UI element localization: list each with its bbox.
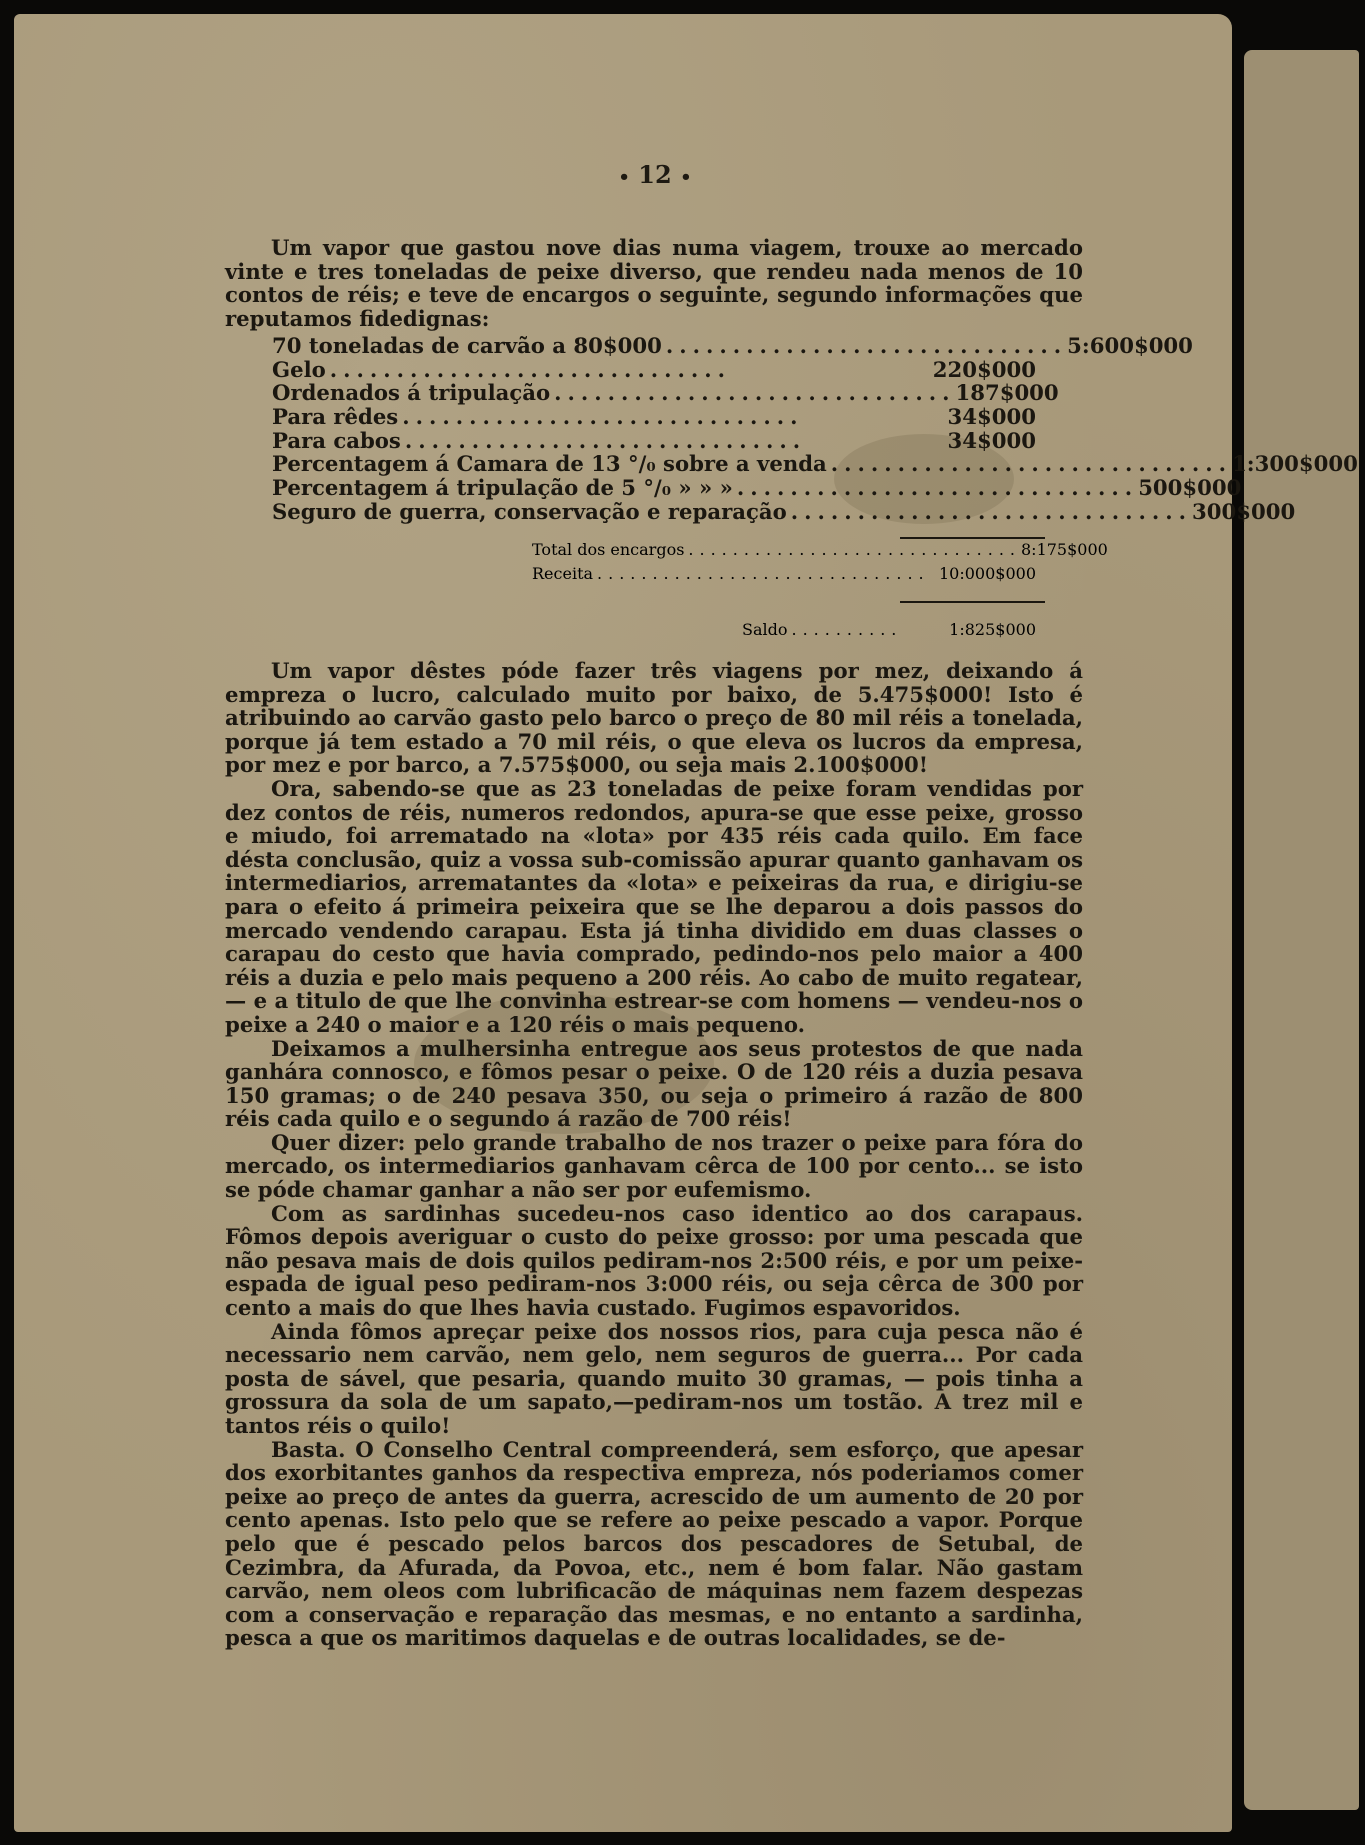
expense-ledger xyxy=(272,333,1358,524)
leader-dots: .............................. xyxy=(597,563,930,583)
ledger-row xyxy=(272,451,1358,477)
ledger-label: Ordenados á tripulação xyxy=(272,380,551,406)
paragraph: Ainda fômos apreçar peixe dos nossos rios, para cuja pesca não é necessario nem carvão, nem gelo, nem seguros de guerra... Por cada posta de sável, que pesaria, quando muito 30 gramas, — pois tinha a grossura da sola de um sapato,—pediram-nos um tostão. A trez mil e tantos réis o quilo! xyxy=(225,1318,1083,1438)
receipt-value: 10:000$000 xyxy=(938,563,1036,583)
leader-dots: .............................. xyxy=(790,498,1193,524)
ledger-row xyxy=(272,358,1036,382)
total-rule xyxy=(900,537,1045,539)
paragraph: Com as sardinhas sucedeu-nos caso identico ao dos carapaus. Fômos depois averiguar o custo do peixe grosso: por uma pescada que não pesava mais de dois quilos pediram-nos 2:500 réis, e por um peixe-espada de igual peso pediram-nos 3:000 réis, ou seja cêrca de 300 por cento a mais do que lhes havia custado. Fugimos espavoridos. xyxy=(225,1200,1083,1321)
saldo-value: 1:825$000 xyxy=(949,620,1036,639)
paragraph: Ora, sabendo-se que as 23 toneladas de peixe foram vendidas por dez contos de réis, numeros redondos, apura-se que esse peixe, grosso e miudo, foi arrematado na «lota» por 435 réis cada quilo. Em face désta conclusão, quiz a vossa sub-comissão apurar quanto ganhavam os intermediarios, arrematantes da «lota» e peixeiras da rua, e dirigiu-se para o efeito á primeira peixeira que se lhe deparou a dois passos do mercado vendendo carapau. Esta já tinha dividido em duas classes o carapau do cesto que havia comprado, pedindo-nos pelo maior a 400 réis a duzia e pelo mais pequeno a 200 réis. Ao cabo de muito regatear, — e a titulo de que lhe convinha estrear-se com homens — vendeu-nos o peixe a 240 o maior e a 120 réis o mais pequeno. xyxy=(225,775,1083,1037)
leader-dots: .............................. xyxy=(554,380,956,406)
ledger-label: Para cabos xyxy=(272,427,401,453)
ledger-row xyxy=(272,380,1059,406)
ledger-row xyxy=(272,429,1036,453)
ledger-value: 1:300$000 xyxy=(1232,451,1358,477)
ledger-label: 70 toneladas de carvão a 80$000 xyxy=(272,333,662,358)
paragraph: Quer dizer: pelo grande trabalho de nos trazer o peixe para fóra do mercado, os intermediarios ganhavam cêrca de 100 por cento... se isto se póde chamar ganhar a não ser por eufemismo. xyxy=(225,1129,1083,1203)
intro-paragraph xyxy=(225,236,1083,330)
leader-dots: .............................. xyxy=(830,451,1233,477)
leader-dots: .......... xyxy=(791,620,903,639)
ledger-row xyxy=(272,498,1296,524)
receipt-row xyxy=(262,564,1036,588)
adjacent-page-edge xyxy=(1244,50,1359,1810)
saldo-rule xyxy=(900,601,1045,603)
main-text xyxy=(225,659,1083,1650)
ledger-label: Para rêdes xyxy=(272,404,399,430)
ornament-right: • xyxy=(680,167,692,188)
intro-text: Um vapor que gastou nove dias numa viagem, trouxe ao mercado vinte e tres toneladas de peixe diverso, que rendeu nada menos de 10 contos de réis; e teve de encargos o seguinte, segundo informações que reputamos fidedignas: xyxy=(225,235,1083,331)
saldo-row xyxy=(462,620,1036,644)
leader-dots: .............................. xyxy=(402,404,804,430)
total-row xyxy=(262,540,1108,564)
saldo-block xyxy=(462,620,1036,644)
ledger-value: 34$000 xyxy=(947,427,1036,453)
paragraph: Basta. O Conselho Central compreenderá, sem esforço, que apesar dos exorbitantes ganhos da respectiva empreza, nós poderiamos comer peixe ao preço de antes da guerra, acrescido de um aumento de 20 por cento apenas. Isto pelo que se refere ao peixe pescado a vapor. Porque pelo que é pescado pelos barcos dos pescadores de Setubal, de Cezimbra, da Afurada, da Povoa, etc., nem é bom falar. Não gastam carvão, nem oleos com lubrificacão de máquinas nem fazem despezas com a conservação e reparação das mesmas, e no entanto a sardinha, pesca a que os maritimos daquelas e de outras localidades, se de- xyxy=(225,1436,1083,1651)
receipt-label: Receita xyxy=(532,563,594,583)
leader-dots: .............................. xyxy=(688,540,1021,559)
totals-block xyxy=(262,540,1108,587)
page-number xyxy=(600,160,710,189)
paragraph: Deixamos a mulhersinha entregue aos seus protestos de que nada ganhára connosco, e fômos pesar o peixe. O de 120 réis a duzia pesava 150 gramas; o de 240 pesava 350, ou seja o primeiro á razão de 800 réis cada quilo e o segundo á razão de 700 réis! xyxy=(225,1035,1083,1132)
ledger-row xyxy=(272,405,1036,429)
ledger-label: Gelo xyxy=(272,356,326,382)
ledger-value: 187$000 xyxy=(955,380,1059,406)
ledger-label: Percentagem á Camara de 13 °/₀ sobre a venda xyxy=(272,451,827,477)
ledger-label: Percentagem á tripulação de 5 °/₀ » » » xyxy=(272,475,733,501)
ledger-value: 300$000 xyxy=(1192,498,1296,524)
ledger-row xyxy=(272,333,1193,358)
ledger-value: 220$000 xyxy=(932,356,1036,382)
page-number-text: 12 xyxy=(638,160,672,189)
ledger-value: 5:600$000 xyxy=(1067,333,1193,358)
ledger-value: 500$000 xyxy=(1138,475,1242,501)
ledger-label: Seguro de guerra, conservação e reparação xyxy=(272,498,787,524)
leader-dots: .............................. xyxy=(329,356,732,382)
leader-dots: .............................. xyxy=(404,427,807,453)
ornament-left: • xyxy=(618,167,630,188)
ledger-row xyxy=(272,475,1242,501)
total-label: Total dos encargos xyxy=(532,540,685,559)
paragraph: Um vapor dêstes póde fazer três viagens por mez, deixando á empreza o lucro, calculado muito por baixo, de 5.475$000! Isto é atribuindo ao carvão gasto pelo barco o preço de 80 mil réis a tonelada, porque já tem estado a 70 mil réis, o que eleva os lucros da empresa, por mez e por barco, a 7.575$000, ou seja mais 2.100$000! xyxy=(225,658,1083,778)
total-value: 8:175$000 xyxy=(1021,540,1108,559)
ledger-value: 34$000 xyxy=(947,404,1036,430)
saldo-label: Saldo xyxy=(742,620,788,639)
leader-dots: .............................. xyxy=(736,475,1139,501)
leader-dots: .............................. xyxy=(665,333,1068,358)
